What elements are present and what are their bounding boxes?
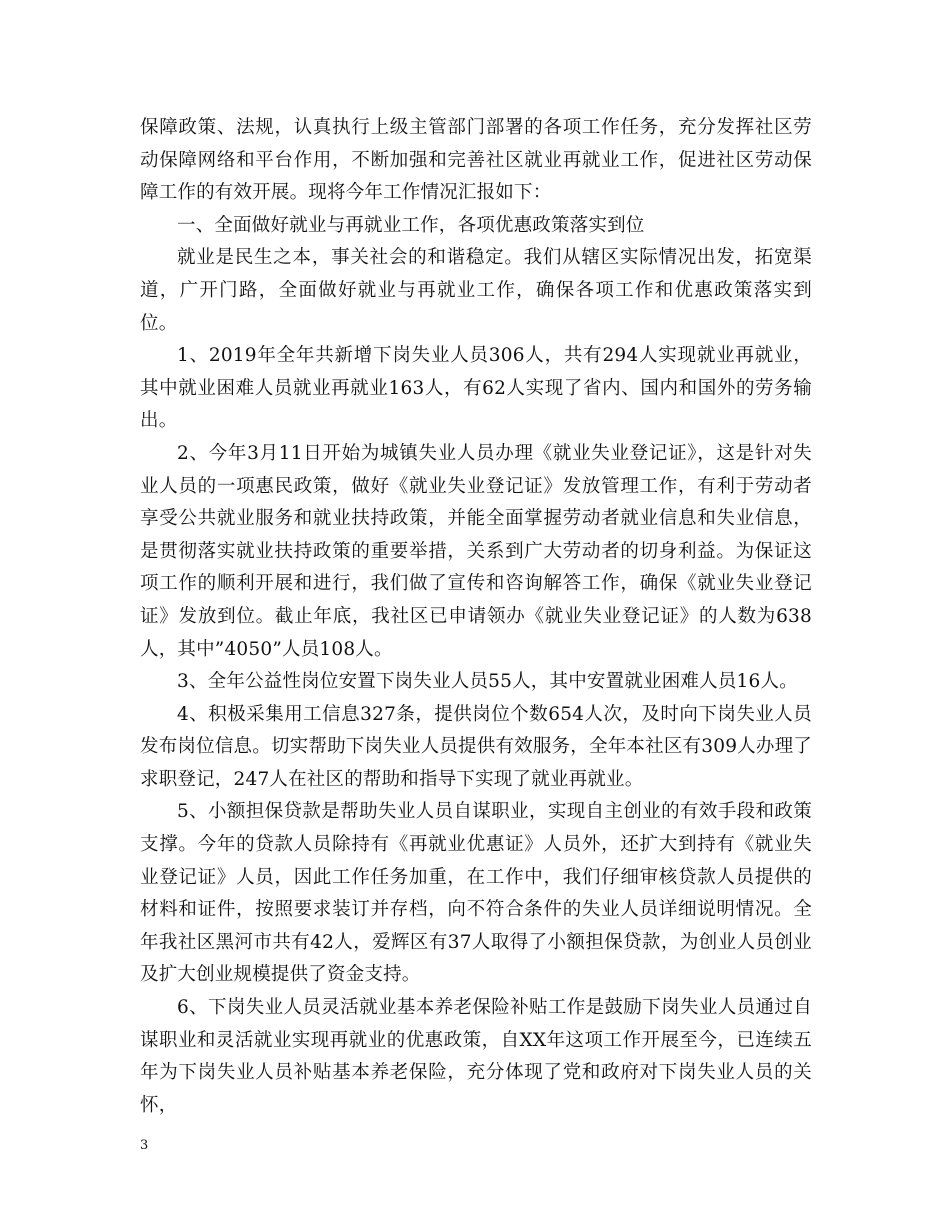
paragraph: 就业是民生之本，事关社会的和谐稳定。我们从辖区实际情况出发，拓宽渠道，广开门路，全面做好就业与再就业工作，确保各项工作和优惠政策落实到位。 bbox=[140, 247, 812, 334]
list-item-5: 5、小额担保贷款是帮助失业人员自谋职业，实现自主创业的有效手段和政策支撑。今年的贷款人员除持有《再就业优惠证》人员外，还扩大到持有《就业失业登记证》人员，因此工作任务加重，在工作中，我们仔细审核贷款人员提供的材料和证件，按照要求装订并存档，向不符合条件的失业人员详细说明情况。全年我社区黑河市共有42人，爱辉区有37人取得了小额担保贷款，为创业人员创业及扩大创业规模提供了资金支持。 bbox=[140, 801, 812, 986]
list-item-4: 4、积极采集用工信息327条，提供岗位个数654人次，及时向下岗失业人员发布岗位信息。切实帮助下岗失业人员提供有效服务，全年本社区有309人办理了求职登记，247人在社区的帮助和指导下实现了就业再就业。 bbox=[140, 703, 812, 790]
list-item-1: 1、2019年全年共新增下岗失业人员306人，共有294人实现就业再就业，其中就业困难人员就业再就业163人，有62人实现了省内、国内和国外的劳务输出。 bbox=[140, 345, 812, 432]
body-text bbox=[140, 112, 812, 1122]
section-heading: 一、全面做好就业与再就业工作，各项优惠政策落实到位 bbox=[177, 214, 645, 236]
page-number: 3 bbox=[140, 1138, 149, 1153]
list-item-2: 2、今年3月11日开始为城镇失业人员办理《就业失业登记证》，这是针对失业人员的一项惠民政策，做好《就业失业登记证》发放管理工作，有利于劳动者享受公共就业服务和就业扶持政策，并能全面掌握劳动者就业信息和失业信息，是贯彻落实就业扶持政策的重要举措，关系到广大劳动者的切身利益。为保证这项工作的顺利开展和进行，我们做了宣传和咨询解答工作，确保《就业失业登记证》发放到位。截止年底，我社区已申请领办《就业失业登记证》的人数为638人，其中”4050”人员108人。 bbox=[140, 442, 812, 660]
list-item-6: 6、下岗失业人员灵活就业基本养老保险补贴工作是鼓励下岗失业人员通过自谋职业和灵活就业实现再就业的优惠政策，自XX年这项工作开展至今，已连续五年为下岗失业人员补贴基本养老保险，充分体现了党和政府对下岗失业人员的关怀， bbox=[140, 997, 812, 1116]
list-item-3: 3、全年公益性岗位安置下岗失业人员55人，其中安置就业困难人员16人。 bbox=[177, 671, 798, 693]
paragraph-intro-continued: 保障政策、法规，认真执行上级主管部门部署的各项工作任务，充分发挥社区劳动保障网络和平台作用，不断加强和完善社区就业再就业工作，促进社区劳动保障工作的有效开展。现将今年工作情况汇报如下： bbox=[140, 117, 812, 204]
